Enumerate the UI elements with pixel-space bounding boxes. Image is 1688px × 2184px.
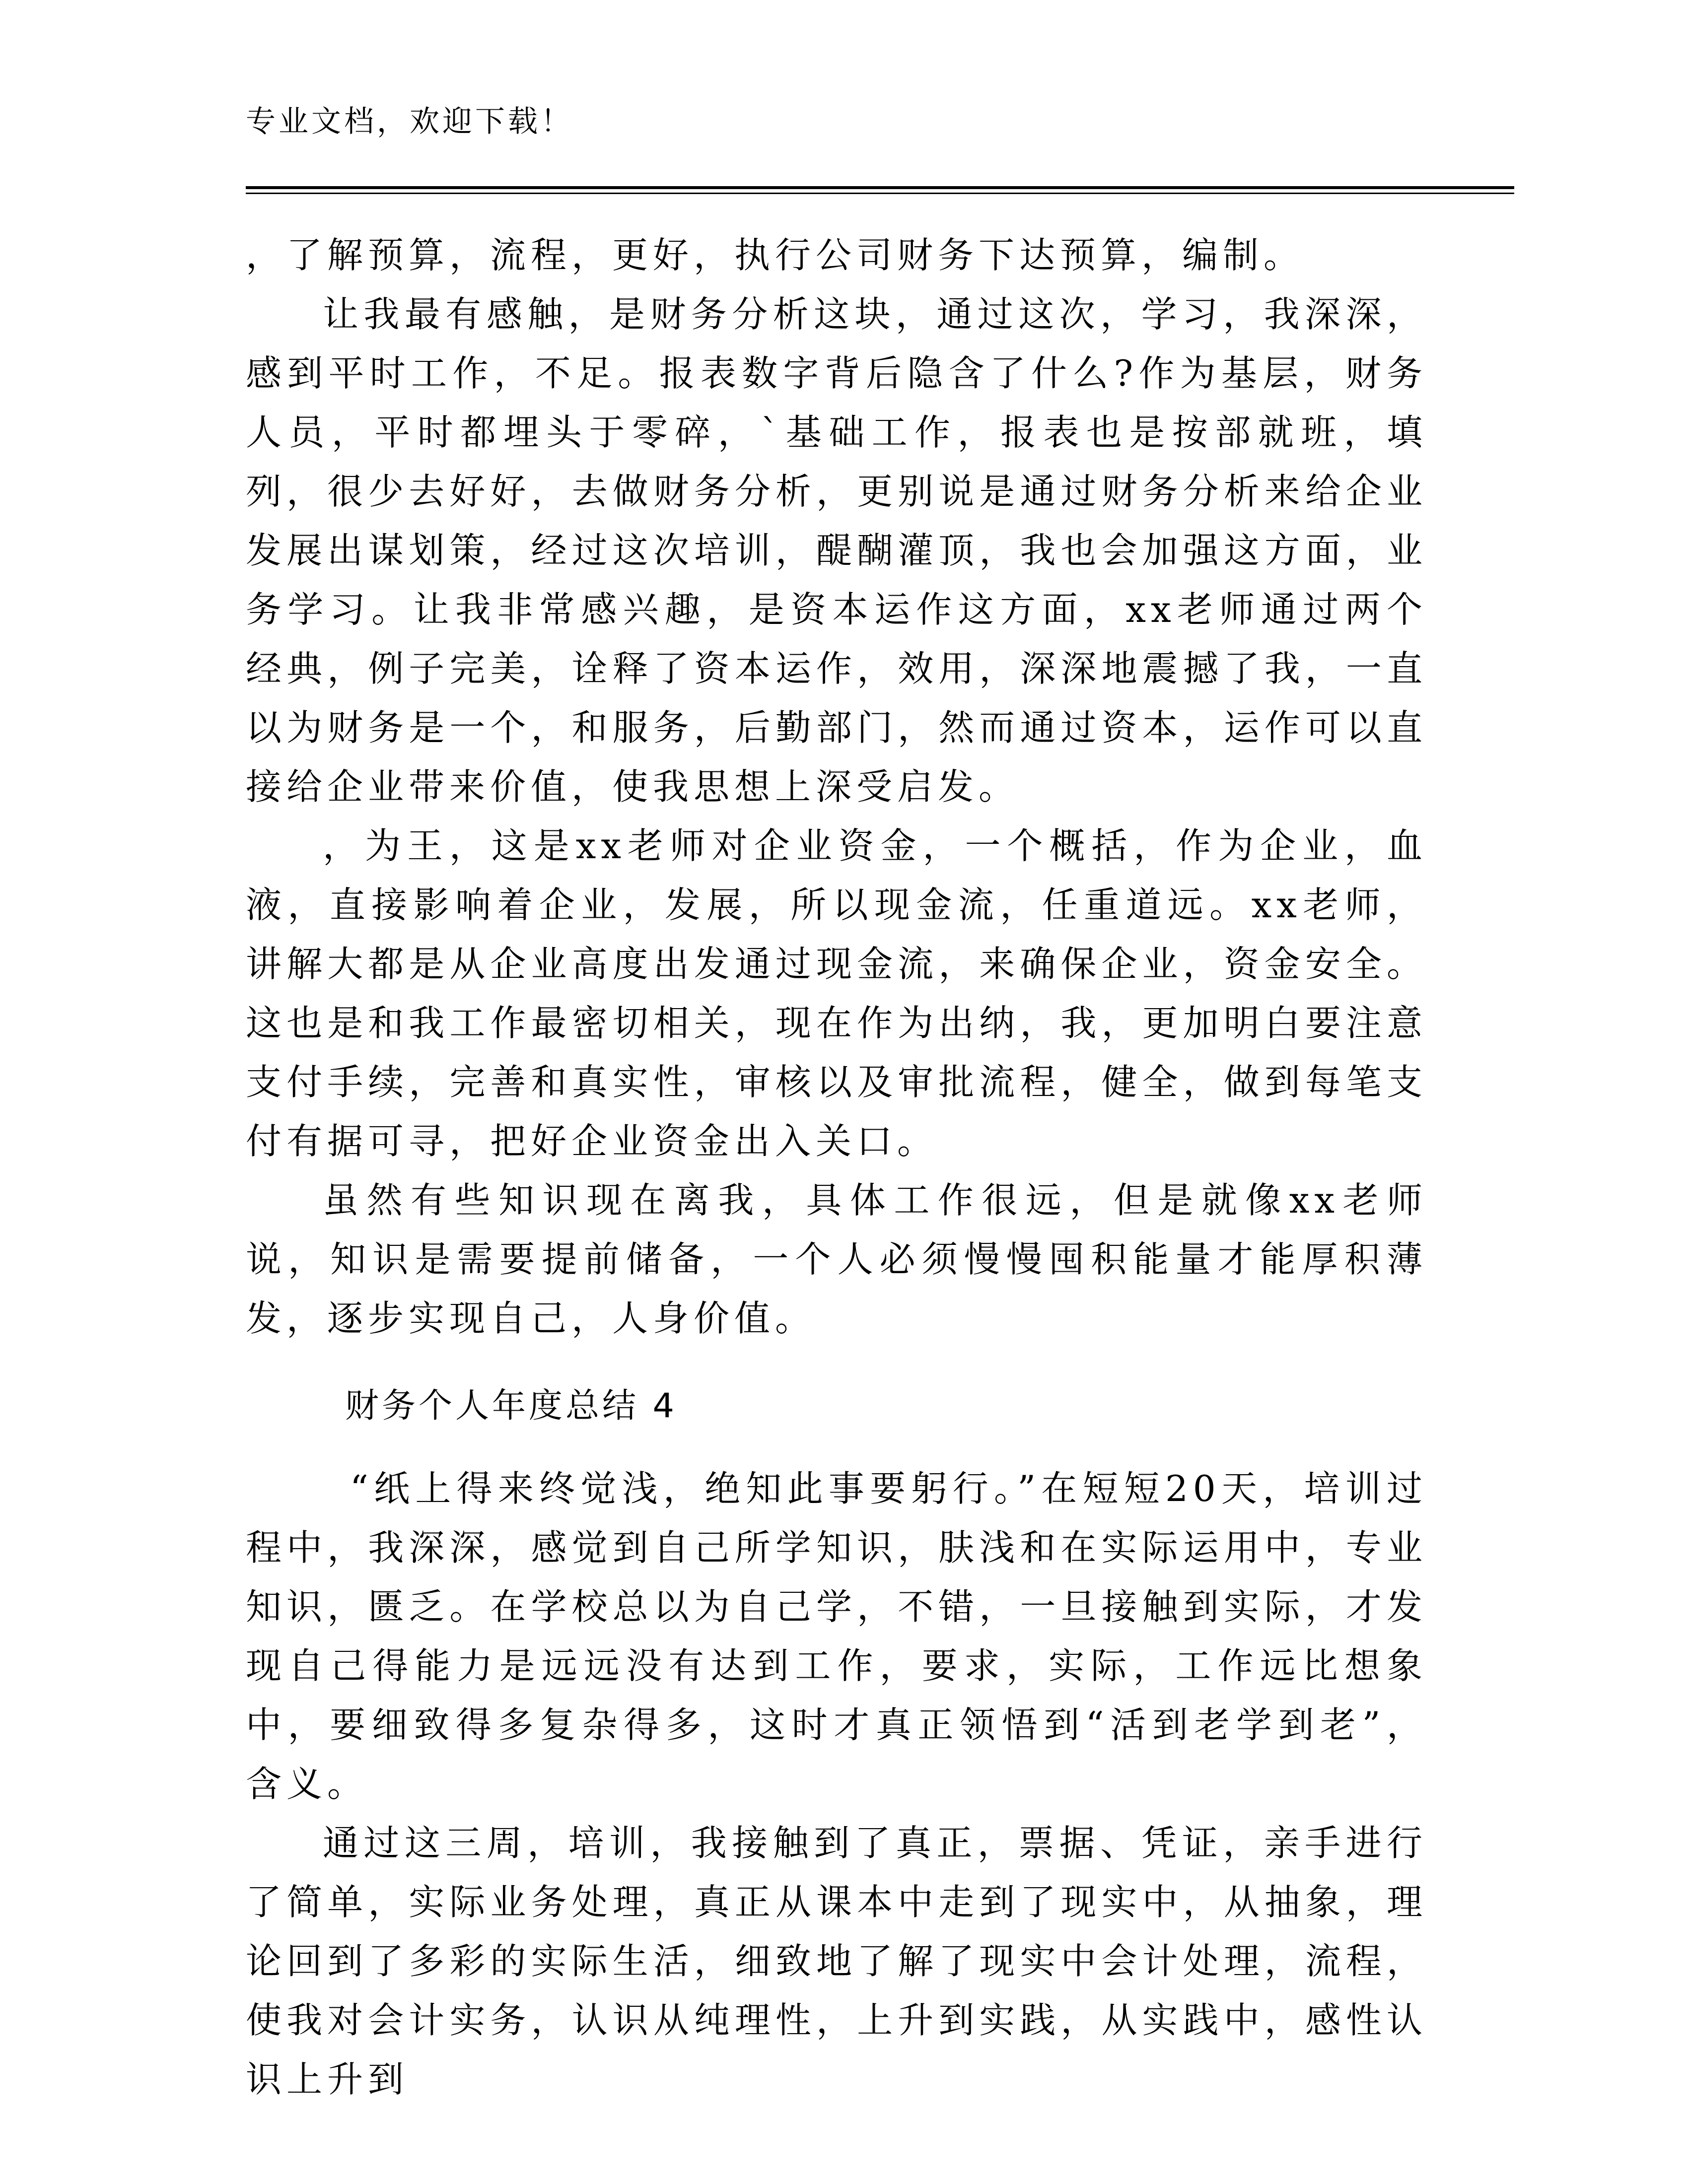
section-title: 财务个人年度总结 4 — [345, 1386, 677, 1426]
paragraph: 通过这三周，培训，我接触到了真正，票据、凭证，亲手进行了简单，实际业务处理，真正从课本中走到了现实中，从抽象，理论回到了多彩的实际生活，细致地了解了现实中会计处理，流程，使我对会计实务，认识从纯理性，上升到实践，从实践中，感性认识上升到 — [246, 1822, 1427, 2100]
paragraph: “纸上得来终觉浅，绝知此事要躬行。”在短短20天，培训过程中，我深深，感觉到自己所学知识，肤浅和在实际运用中，专业知识，匮乏。在学校总以为自己学，不错，一旦接触到实际，才发现自己得能力是远远没有达到工作，要求，实际，工作远比想象中，要细致得多复杂得多，这时才真正领悟到“活到老学到老”，含义。 — [246, 1468, 1427, 1805]
paragraph: ，为王，这是xx老师对企业资金，一个概括，作为企业，血液，直接影响着企业，发展，所以现金流，任重道远。xx老师，讲解大都是从企业高度出发通过现金流，来确保企业，资金安全。这也是和我工作最密切相关，现在作为出纳，我，更加明白要注意支付手续，完善和真实性，审核以及审批流程，健全，做到每笔支付有据可寻，把好企业资金出入关口。 — [246, 825, 1427, 1162]
header-text: 专业文档，欢迎下载！ — [246, 104, 573, 139]
paragraph: 虽然有些知识现在离我，具体工作很远，但是就像xx老师说，知识是需要提前储备，一个人必须慢慢囤积能量才能厚积薄发，逐步实现自己，人身价值。 — [246, 1179, 1427, 1339]
document-body — [246, 226, 1427, 2109]
paragraph: ，了解预算，流程，更好，执行公司财务下达预算，编制。 — [246, 234, 1305, 276]
paragraph: 让我最有感触，是财务分析这块，通过这次，学习，我深深，感到平时工作，不足。报表数字背后隐含了什么?作为基层，财务人员，平时都埋头于零碎，`基础工作，报表也是按部就班，填列，很少去好好，去做财务分析，更别说是通过财务分析来给企业发展出谋划策，经过这次培训，醍醐灌顶，我也会加强这方面，业务学习。让我非常感兴趣，是资本运作这方面，xx老师通过两个经典，例子完美，诠释了资本运作，效用，深深地震撼了我，一直以为财务是一个，和服务，后勤部门，然而通过资本，运作可以直接给企业带来价值，使我思想上深受启发。 — [246, 293, 1427, 808]
header-rule-thin — [246, 193, 1514, 194]
header-rule-thick — [246, 186, 1514, 189]
